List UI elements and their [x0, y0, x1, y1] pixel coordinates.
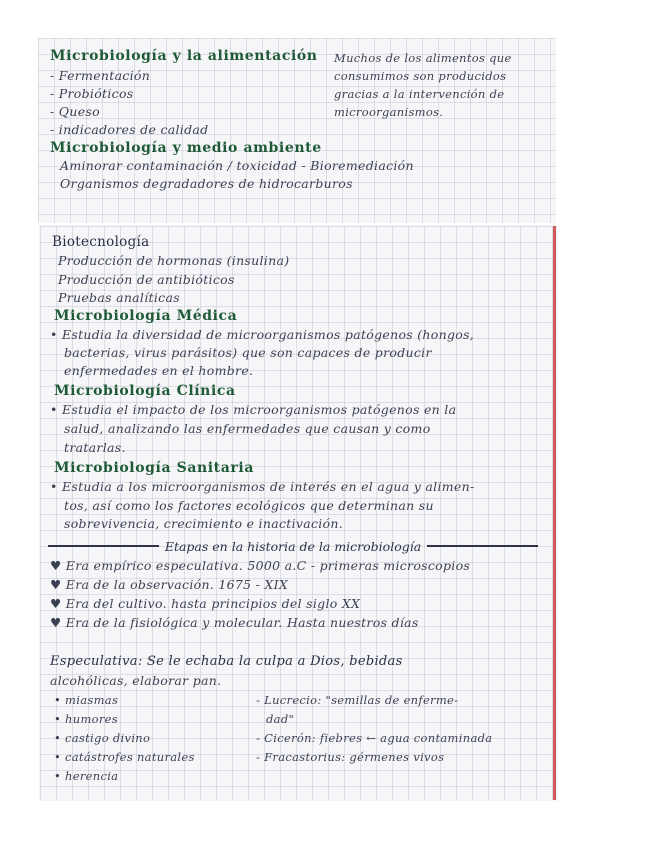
list-item: - indicadores de calidad [50, 122, 209, 137]
heading-microbiologia-medica: Microbiología Médica [54, 308, 238, 324]
note-line: sobrevivencia, crecimiento e inactivación. [64, 516, 344, 531]
note-line: - Fracastorius: gérmenes vivos [256, 750, 445, 764]
notebook-page-bottom [40, 226, 556, 800]
notebook-page-top [38, 38, 556, 223]
note-line: • Estudia la diversidad de microorganismos patógenos (hongos, [50, 327, 475, 342]
note-line: enfermedades en el hombre. [64, 363, 254, 378]
note-line: Muchos de los alimentos que [334, 51, 512, 65]
list-item: - Queso [50, 104, 100, 119]
list-item: ♥ Era de la fisiológica y molecular. Hasta nuestros días [50, 615, 419, 630]
note-line: microorganismos. [334, 105, 444, 119]
note-line: - Lucrecio: "semillas de enferme- [256, 693, 459, 707]
list-item: • castigo divino [54, 731, 151, 745]
list-item: Producción de antibióticos [58, 272, 235, 287]
note-line: consumimos son producidos [334, 69, 507, 83]
note-line: • Estudia a los microorganismos de interés en el agua y alimen- [50, 479, 475, 494]
heading-microbiologia-clinica: Microbiología Clínica [54, 383, 236, 399]
list-item: ♥ Era de la observación. 1675 - XIX [50, 577, 289, 592]
note-line: dad" [266, 712, 295, 726]
list-item: ♥ Era del cultivo. hasta principios del siglo XX [50, 596, 361, 611]
heading-microbiologia-medio-ambiente: Microbiología y medio ambiente [50, 140, 322, 156]
note-line: Especulativa: Se le echaba la culpa a Dios, bebidas [50, 654, 403, 669]
divider [427, 545, 538, 547]
list-item: • catástrofes naturales [54, 750, 195, 764]
heading-biotecnologia: Biotecnología [52, 234, 150, 250]
note-line: tos, así como los factores ecológicos que determinan su [64, 498, 434, 513]
list-item: • herencia [54, 769, 119, 783]
note-line: gracias a la intervención de [334, 87, 505, 101]
list-item: ♥ Era empírico especulativa. 5000 a.C - primeras microscopios [50, 558, 471, 573]
stages-title [48, 537, 538, 555]
list-item: • miasmas [54, 693, 119, 707]
heading-microbiologia-sanitaria: Microbiología Sanitaria [54, 460, 254, 476]
divider [48, 545, 159, 547]
note-line: salud, analizando las enfermedades que causan y como [64, 421, 431, 436]
note-line: Organismos degradadores de hidrocarburos [60, 176, 353, 191]
page-margin-line [553, 226, 556, 800]
list-item: • humores [54, 712, 118, 726]
list-item: - Fermentación [50, 68, 151, 83]
note-line: tratarlas. [64, 440, 126, 455]
note-line: alcohólicas, elaborar pan. [50, 673, 222, 688]
list-item: Producción de hormonas (insulina) [58, 253, 290, 268]
stages-title-text: Etapas en la historia de la microbiología [164, 538, 422, 554]
list-item: - Probióticos [50, 86, 134, 101]
note-line: bacterias, virus parásitos) que son capaces de producir [64, 345, 432, 360]
note-line: - Cicerón: fiebres ← agua contaminada [256, 731, 493, 745]
note-line: Aminorar contaminación / toxicidad - Bioremediación [60, 158, 414, 173]
heading-microbiologia-alimentacion: Microbiología y la alimentación [50, 48, 318, 64]
list-item: Pruebas analíticas [58, 290, 180, 305]
note-line: • Estudia el impacto de los microorganismos patógenos en la [50, 402, 457, 417]
